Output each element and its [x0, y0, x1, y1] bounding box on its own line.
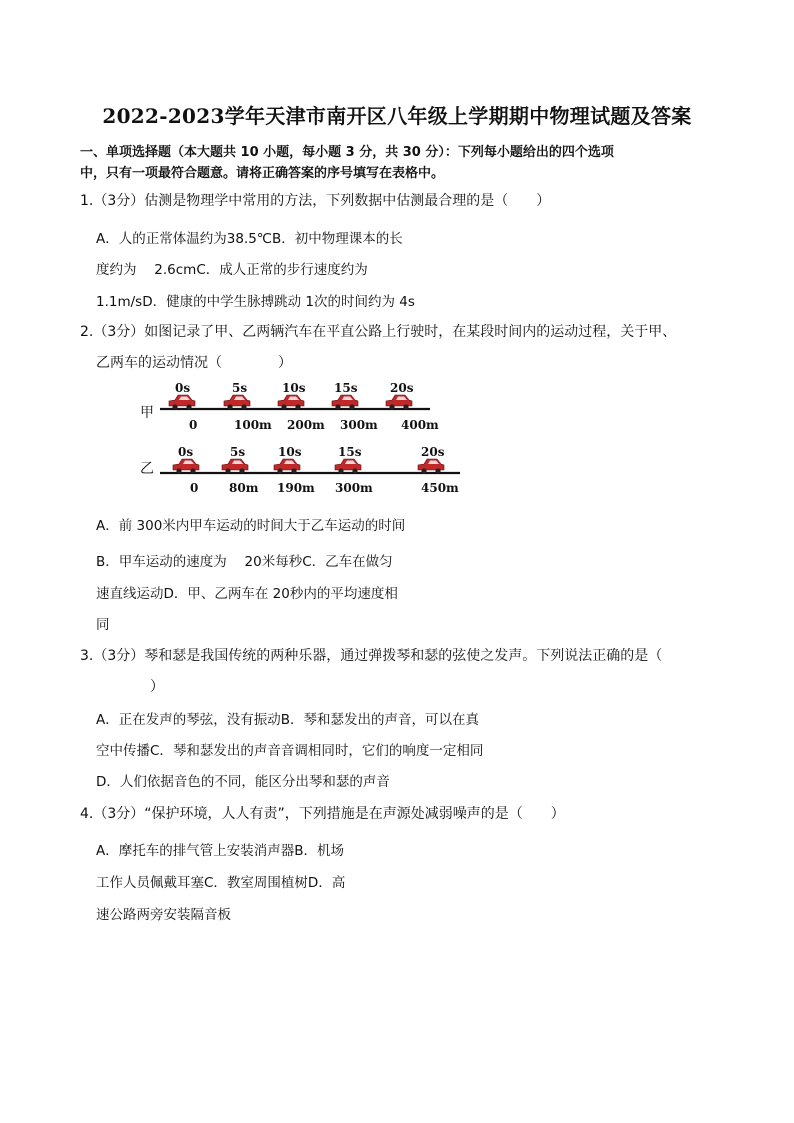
- jia-time-label: 0s: [175, 381, 191, 395]
- yi-time-label: 5s: [230, 445, 246, 459]
- question-3-stem-line-2: ）: [150, 679, 164, 695]
- jia-car-icon: [224, 395, 250, 410]
- yi-distance-label: 300m: [335, 481, 373, 495]
- question-2-options-line-4: 同: [96, 617, 110, 633]
- jia-time-label: 15s: [334, 381, 358, 395]
- yi-car-icon: [418, 459, 444, 474]
- question-1-options-line-2: 度约为 2.6cmC．成人正常的步行速度约为: [96, 262, 368, 278]
- jia-time-label: 5s: [232, 381, 248, 395]
- section-heading-line-2: 中，只有一项最符合题意。请将正确答案的序号填写在表格中。: [80, 166, 445, 181]
- page-title: 2022-2023学年天津市南开区八年级上学期期中物理试题及答案: [102, 104, 692, 128]
- question-3-options-line-2: 空中传播C．琴和瑟发出的声音音调相同时，它们的响度一定相同: [96, 743, 484, 759]
- jia-time-label: 20s: [390, 381, 414, 395]
- question-3-options-line-3: D．人们依据音色的不同，能区分出琴和瑟的声音: [96, 774, 390, 790]
- question-4-stem: 4.（3分）“保护环境，人人有责”，下列措施是在声源处减弱噪声的是（ ）: [80, 806, 565, 822]
- jia-distance-label: 300m: [340, 418, 378, 432]
- section-heading-line-1: 一、单项选择题（本大题共 10 小题，每小题 3 分，共 30 分）：下列每小题给出的四个选项: [80, 145, 614, 160]
- question-1-options-line-1: A．人的正常体温约为38.5℃B．初中物理课本的长: [96, 231, 403, 247]
- question-3-options-line-1: A．正在发声的琴弦，没有振动B．琴和瑟发出的声音，可以在真: [96, 712, 479, 728]
- jia-car-icon: [386, 395, 412, 410]
- question-2-options-line-1: A．前 300米内甲车运动的时间大于乙车运动的时间: [96, 518, 406, 534]
- yi-car-icon: [335, 459, 361, 474]
- yi-car-icon: [222, 459, 248, 474]
- yi-distance-label: 0: [190, 481, 199, 495]
- jia-time-label: 10s: [282, 381, 306, 395]
- question-2-stem-line-1: 2.（3分）如图记录了甲、乙两辆汽车在平直公路上行驶时，在某段时间内的运动过程，关于甲、: [80, 324, 677, 340]
- yi-time-label: 0s: [178, 445, 194, 459]
- yi-time-label: 10s: [278, 445, 302, 459]
- yi-distance-label: 450m: [421, 481, 459, 495]
- question-1-options-line-3: 1.1m/sD．健康的中学生脉搏跳动 1次的时间约为 4s: [96, 294, 415, 310]
- jia-distance-label: 100m: [234, 418, 272, 432]
- jia-distance-label: 0: [189, 418, 198, 432]
- question-2-options-line-3: 速直线运动D．甲、乙两车在 20秒内的平均速度相: [96, 586, 398, 602]
- question-1-stem: 1.（3分）估测是物理学中常用的方法，下列数据中估测最合理的是（ ）: [80, 193, 551, 209]
- yi-distance-label: 80m: [229, 481, 259, 495]
- question-4-options-line-1: A．摩托车的排气管上安装消声器B．机场: [96, 843, 344, 859]
- question-4-options-line-2: 工作人员佩戴耳塞C．教室周围植树D．高: [96, 875, 346, 891]
- yi-time-label: 15s: [338, 445, 362, 459]
- yi-time-label: 20s: [421, 445, 445, 459]
- jia-car-icon: [278, 395, 304, 410]
- question-2-options-line-2: B．甲车运动的速度为 20米每秒C．乙车在做匀: [96, 554, 393, 570]
- jia-car-icon: [332, 395, 358, 410]
- question-4-options-line-3: 速公路两旁安装隔音板: [96, 907, 231, 923]
- car-yi-label: 乙: [140, 461, 154, 477]
- yi-car-icon: [173, 459, 199, 474]
- jia-distance-label: 200m: [287, 418, 325, 432]
- yi-distance-label: 190m: [277, 481, 315, 495]
- yi-car-icon: [274, 459, 300, 474]
- question-2-stem-line-2: 乙两车的运动情况（ ）: [96, 355, 292, 371]
- car-jia-label: 甲: [140, 405, 154, 421]
- question-3-stem-line-1: 3.（3分）琴和瑟是我国传统的两种乐器，通过弹拨琴和瑟的弦使之发声。下列说法正确的是（: [80, 648, 663, 664]
- jia-car-icon: [169, 395, 195, 410]
- jia-distance-label: 400m: [401, 418, 439, 432]
